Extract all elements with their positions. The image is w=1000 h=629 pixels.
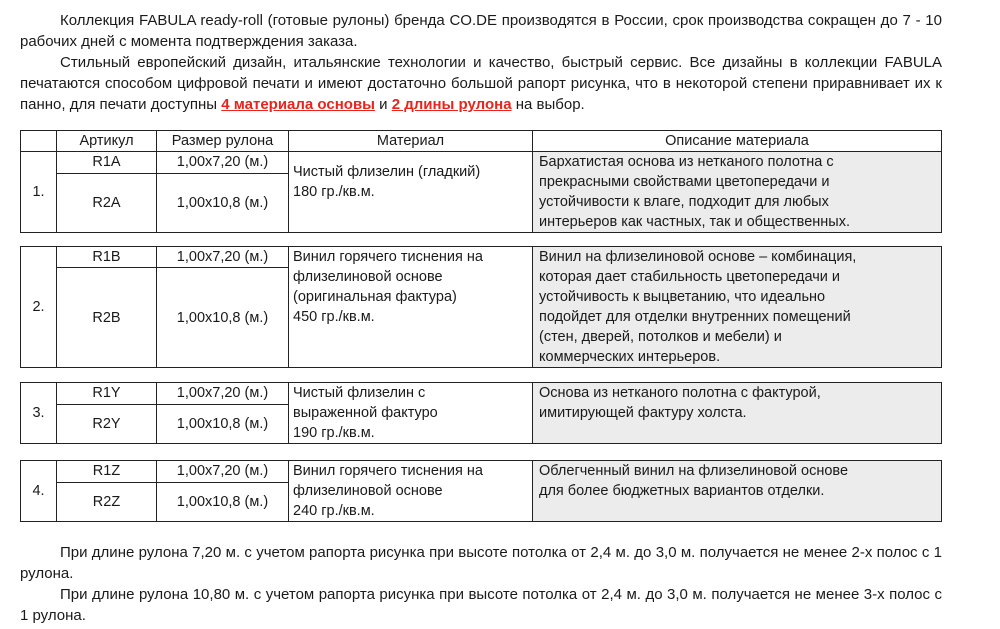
description-cell: Облегченный винил на флизелиновой основе для более бюджетных вариантов отделки.: [533, 461, 942, 522]
roll-size-cell: 1,00x10,8 (м.): [157, 482, 289, 521]
description-cell: Винил на флизелиновой основе – комбинация, которая дает стабильность цветопередачи и устойчивость к выцветанию, что идеально подойдет для отделки внутренних помещений (стен, дверей, потолков и мебели) и коммерческих интерьеров.: [533, 247, 942, 368]
article-cell: R1Z: [57, 461, 157, 483]
materials-table-group-2: [20, 246, 942, 368]
material-cell: Чистый флизелин (гладкий) 180 гр./кв.м.: [289, 152, 533, 233]
roll-size-cell: 1,00x7,20 (м.): [157, 152, 289, 174]
article-cell: R2Z: [57, 482, 157, 521]
header-roll-size: Размер рулона: [157, 131, 289, 152]
roll-size-cell: 1,00x7,20 (м.): [157, 383, 289, 405]
materials-table-group-1: [20, 130, 942, 233]
group-number: 1.: [21, 152, 57, 233]
group-number: 2.: [21, 247, 57, 368]
header-article: Артикул: [57, 131, 157, 152]
table-row: [21, 247, 942, 268]
header-description: Описание материала: [533, 131, 942, 152]
material-cell: Винил горячего тиснения на флизелиновой основе 240 гр./кв.м.: [289, 461, 533, 522]
roll-size-cell: 1,00x7,20 (м.): [157, 461, 289, 483]
group-number: 3.: [21, 383, 57, 444]
materials-count-highlight: 4 материала основы: [221, 96, 375, 113]
materials-table-group-3: [20, 382, 942, 444]
table-header-row: [21, 131, 942, 152]
roll-lengths-highlight: 2 длины рулона: [391, 96, 512, 113]
article-cell: R1B: [57, 247, 157, 268]
table-row: [21, 152, 942, 174]
roll-size-cell: 1,00x7,20 (м.): [157, 247, 289, 268]
article-cell: R1Y: [57, 383, 157, 405]
material-cell: Винил горячего тиснения на флизелиновой основе (оригинальная фактура) 450 гр./кв.м.: [289, 247, 533, 368]
intro-paragraph-2: Стильный европейский дизайн, итальянские технологии и качество, быстрый сервис. Все дизайны в коллекции FABULA печатаются способом цифровой печати и имеют достаточно большой рапорт рисунка, что в некоторой степени приравнивает их к панно, для печати доступны 4 материала основы и 2 длины рулона на выбор.: [20, 54, 942, 113]
roll-size-cell: 1,00x10,8 (м.): [157, 404, 289, 443]
roll-size-cell: 1,00x10,8 (м.): [157, 268, 289, 368]
article-cell: R2B: [57, 268, 157, 368]
article-cell: R2Y: [57, 404, 157, 443]
header-num: [21, 131, 57, 152]
article-cell: R1A: [57, 152, 157, 174]
outro-paragraph-2: При длине рулона 10,80 м. с учетом рапорта рисунка при высоте потолка от 2,4 м. до 3,0 м. получается не менее 3-х полос с 1 рулона.: [20, 586, 942, 624]
materials-table-group-4: [20, 460, 942, 522]
material-cell: Чистый флизелин с выраженной фактуро 190 гр./кв.м.: [289, 383, 533, 444]
description-cell: Бархатистая основа из нетканого полотна с прекрасными свойствами цветопередачи и устойчивости к влаге, подходит для любых интерьеров как частных, так и общественных.: [533, 152, 942, 233]
description-cell: Основа из нетканого полотна с фактурой, имитирующей фактуру холста.: [533, 383, 942, 444]
article-cell: R2A: [57, 173, 157, 232]
header-material: Материал: [289, 131, 533, 152]
intro-paragraph-1: Коллекция FABULA ready-roll (готовые рулоны) бренда CO.DE производятся в России, срок производства сокращен до 7 - 10 рабочих дней с момента подтверждения заказа.: [20, 12, 942, 50]
roll-size-cell: 1,00x10,8 (м.): [157, 173, 289, 232]
table-row: [21, 383, 942, 405]
outro-paragraph-1: При длине рулона 7,20 м. с учетом рапорта рисунка при высоте потолка от 2,4 м. до 3,0 м. получается не менее 2-х полос с 1 рулона.: [20, 544, 942, 582]
table-row: [21, 461, 942, 483]
group-number: 4.: [21, 461, 57, 522]
